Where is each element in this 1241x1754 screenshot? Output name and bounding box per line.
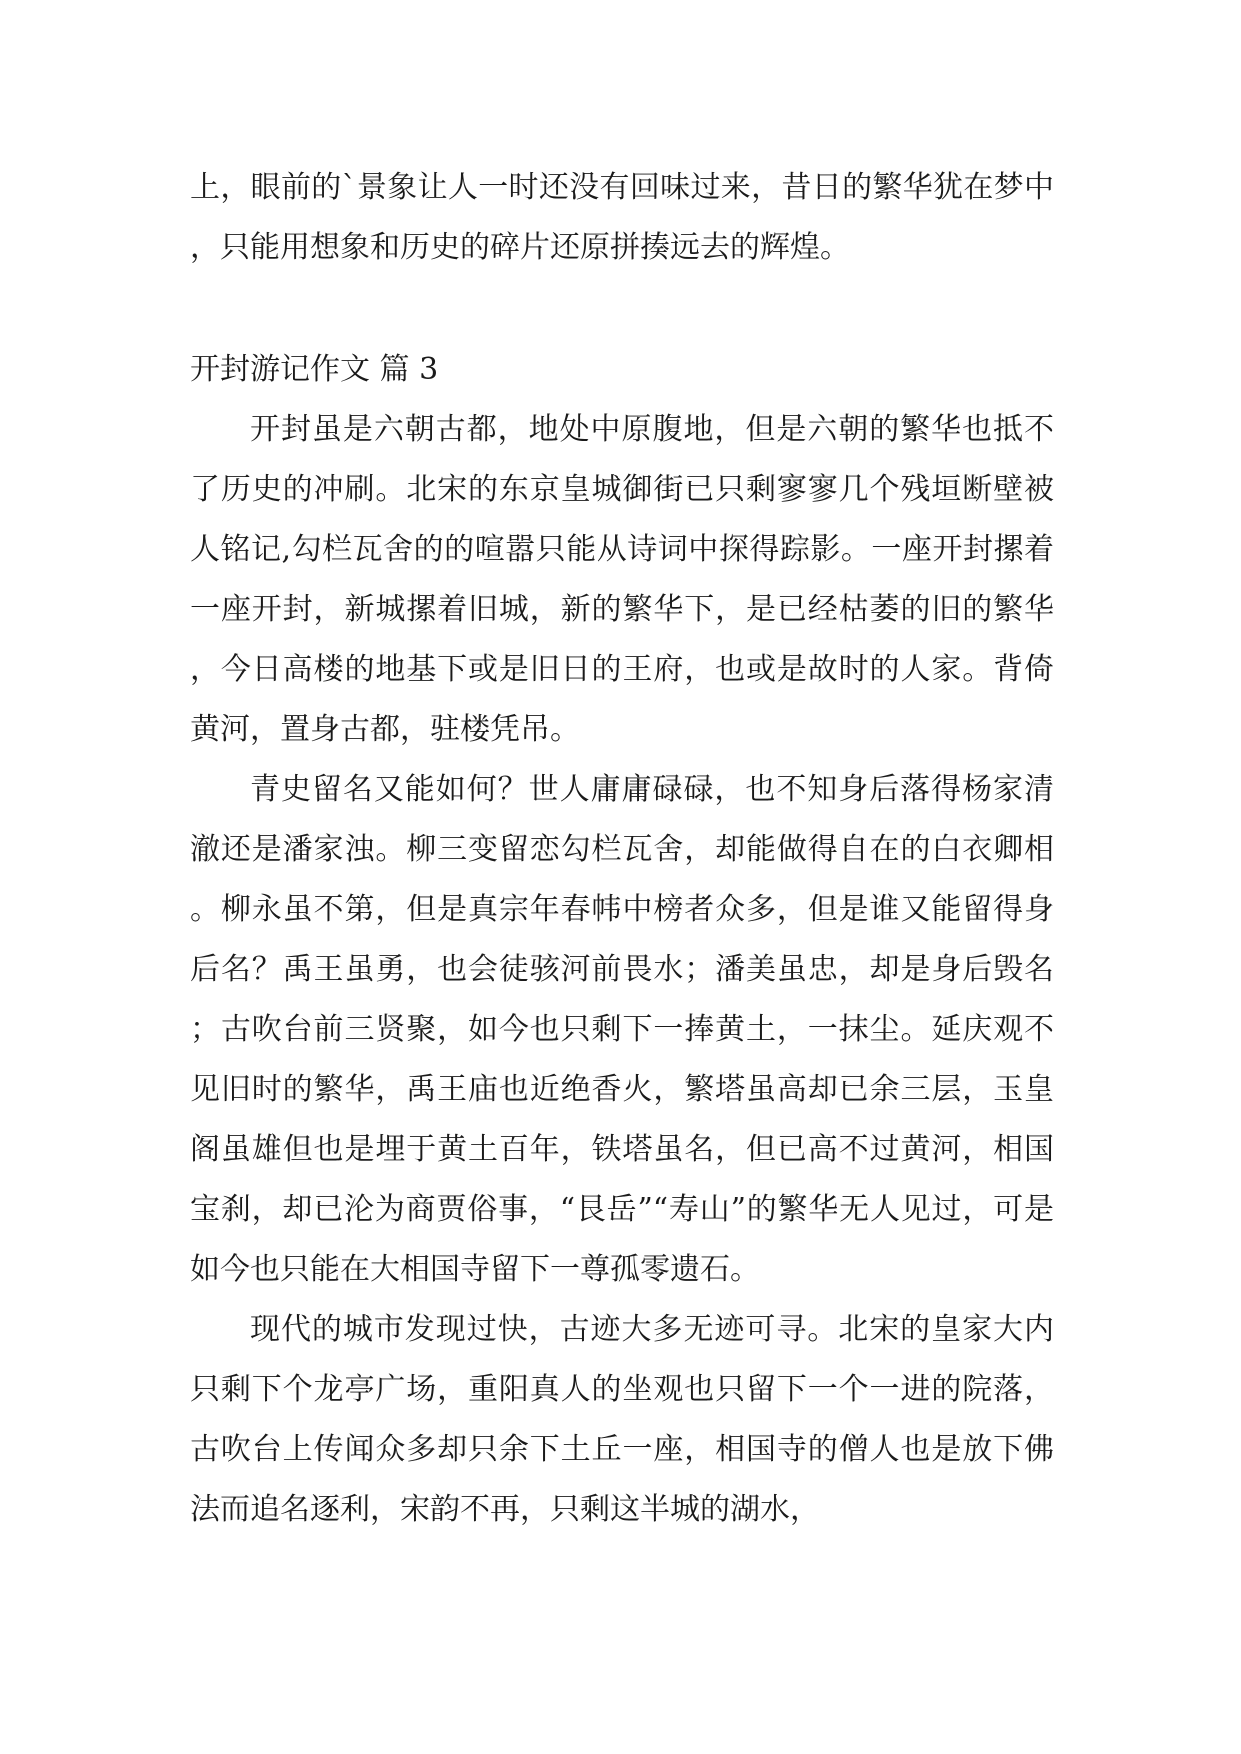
paragraph-3: 现代的城市发现过快，古迹大多无迹可寻。北宋的皇家大内只剩下个龙亭广场，重阳真人的坐观也只留下一个一进的院落，古吹台上传闻众多却只余下土丘一座，相国寺的僧人也是放下佛法而追名逐利，宋韵不再，只剩这半城的湖水， <box>190 1312 1054 1527</box>
continuation-paragraph: 上，眼前的`景象让人一时还没有回味过来，昔日的繁华犹在梦中，只能用想象和历史的碎片还原拼揍远去的辉煌。 <box>190 170 1054 265</box>
section-body <box>190 400 1054 1540</box>
section-title: 开封游记作文 篇 3 <box>190 352 439 387</box>
continuation-block <box>190 158 1054 278</box>
paragraph-1: 开封虽是六朝古都，地处中原腹地，但是六朝的繁华也抵不了历史的冲刷。北宋的东京皇城御街已只剩寥寥几个残垣断壁被人铭记,勾栏瓦舍的的喧嚣只能从诗词中探得踪影。一座开封摞着一座开封，新城摞着旧城，新的繁华下，是已经枯萎的旧的繁华，今日高楼的地基下或是旧日的王府，也或是故时的人家。背倚黄河，置身古都，驻楼凭吊。 <box>190 412 1054 747</box>
paragraph-2: 青史留名又能如何？世人庸庸碌碌，也不知身后落得杨家清澈还是潘家浊。柳三变留恋勾栏瓦舍，却能做得自在的白衣卿相。柳永虽不第，但是真宗年春帏中榜者众多，但是谁又能留得身后名？禹王虽勇，也会徒骇河前畏水；潘美虽忠，却是身后毁名；古吹台前三贤聚，如今也只剩下一捧黄土，一抹尘。延庆观不见旧时的繁华，禹王庙也近绝香火，繁塔虽高却已余三层，玉皇阁虽雄但也是埋于黄土百年，铁塔虽名，但已高不过黄河，相国宝刹，却已沦为商贾俗事，“艮岳”“寿山”的繁华无人见过，可是如今也只能在大相国寺留下一尊孤零遗石。 <box>190 772 1054 1287</box>
